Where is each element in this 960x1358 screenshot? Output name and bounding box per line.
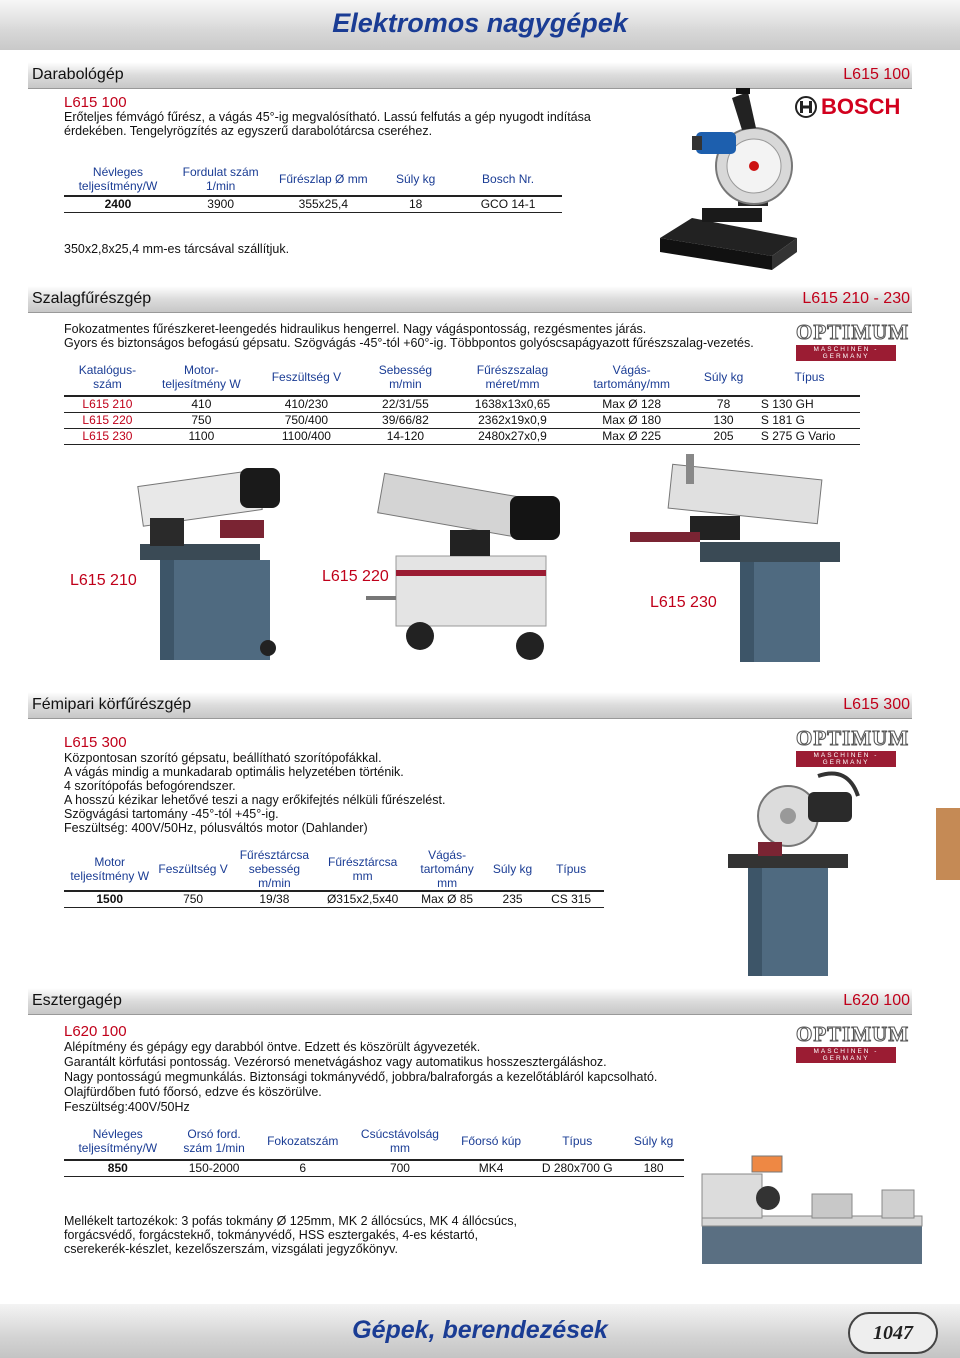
col-header: Súly kg	[487, 848, 538, 891]
cell: 205	[688, 429, 759, 445]
section-bar-szalag	[28, 286, 912, 313]
product-subtitle: L615 300	[64, 734, 127, 751]
spec-table-szalag	[64, 358, 860, 445]
photo-label: L615 210	[70, 572, 137, 589]
optimum-wordmark: OPTIMUM	[796, 1022, 910, 1046]
description-line: Feszültség: 400V/50Hz, pólusváltós motor (Dahlander)	[64, 821, 368, 835]
cell: 1100/400	[252, 429, 361, 445]
section-code: L615 210 - 230	[802, 290, 910, 307]
spec-table-korfuresz	[64, 848, 604, 908]
cell: CS 315	[538, 891, 604, 908]
cell: 750	[155, 891, 230, 908]
description-line: Feszültség:400V/50Hz	[64, 1100, 190, 1114]
cell: 3900	[172, 196, 270, 213]
cell: D 280x700 G	[531, 1160, 623, 1177]
description-line: Szögvágási tartomány -45°-tól +45°-ig.	[64, 807, 279, 821]
cell: 1638x13x0,65	[450, 396, 575, 413]
cell: Ø315x2,5x40	[318, 891, 407, 908]
cell: GCO 14-1	[454, 196, 562, 213]
table-row	[64, 413, 860, 429]
cell: 39/66/82	[361, 413, 450, 429]
table-row	[64, 429, 860, 445]
col-header: Típus	[759, 358, 860, 396]
cell: L615 210	[64, 396, 151, 413]
cell: 150-2000	[172, 1160, 257, 1177]
product-subtitle: L620 100	[64, 1023, 127, 1040]
cell: S 181 G	[759, 413, 860, 429]
col-header: Fokozatszám	[257, 1122, 349, 1160]
optimum-tagline: MASCHINEN - GERMANY	[796, 345, 896, 361]
cell: S 275 G Vario	[759, 429, 860, 445]
description-line: Gyors és biztonságos befogású gépsatu. Szögvágás -45°-tól +60°-ig. Többpontos golyóscsapágyazott fűrészszalag-vezetés.	[64, 336, 754, 350]
cell: Max Ø 85	[407, 891, 487, 908]
table-row	[64, 196, 562, 213]
cell: 130	[688, 413, 759, 429]
description-line: Fokozatmentes fűrészkeret-leengedés hidraulikus hengerrel. Nagy vágáspontosság, rezgésmentes járás.	[64, 322, 647, 336]
col-header: Névleges teljesítmény/W	[64, 1122, 172, 1160]
lathe-image	[692, 1154, 932, 1274]
photo-label: L615 220	[322, 568, 389, 585]
cell: L615 230	[64, 429, 151, 445]
cell: S 130 GH	[759, 396, 860, 413]
section-code: L615 100	[843, 66, 910, 83]
col-header: Súly kg	[688, 358, 759, 396]
col-header: Fűrészszalag méret/mm	[450, 358, 575, 396]
col-header: Orsó ford. szám 1/min	[172, 1122, 257, 1160]
description-line: Olajfürdőben futó főorsó, edzve és köszörülve.	[64, 1085, 322, 1099]
accessories-line: cserekerék-készlet, kezelőszerszám, vizsgálati jegyzőkönyv.	[64, 1242, 398, 1256]
col-header: Fűrésztárcsa mm	[318, 848, 407, 891]
bosch-wordmark: BOSCH	[821, 94, 901, 119]
circular-saw-image	[718, 756, 868, 986]
col-header: Súly kg	[377, 162, 454, 196]
description-line: Központosan szorító gépsatu, beállítható szorítópofákkal.	[64, 751, 382, 765]
cell: 1100	[151, 429, 252, 445]
cell: Max Ø 128	[575, 396, 688, 413]
section-bar-darabolo	[28, 62, 912, 89]
cell: L615 220	[64, 413, 151, 429]
cell: Max Ø 225	[575, 429, 688, 445]
cell: 6	[257, 1160, 349, 1177]
optimum-logo	[796, 1022, 910, 1063]
section-title: Darabológép	[32, 66, 124, 83]
cell: 18	[377, 196, 454, 213]
page-title: Elektromos nagygépek	[332, 8, 628, 38]
col-header: Főorsó kúp	[451, 1122, 531, 1160]
col-header: Súly kg	[623, 1122, 684, 1160]
col-header: Csúcstávolság mm	[349, 1122, 451, 1160]
spec-table-darabolo	[64, 162, 562, 213]
footer-title: Gépek, berendezések	[352, 1316, 608, 1344]
col-header: Motor teljesítmény W	[64, 848, 155, 891]
optimum-wordmark: OPTIMUM	[796, 320, 910, 344]
cell: 750	[151, 413, 252, 429]
section-code: L615 300	[843, 696, 910, 713]
description-line: Alépítmény és gépágy egy darabból öntve. Edzett és köszörült ágyvezeték.	[64, 1040, 481, 1054]
cell: 2400	[64, 196, 172, 213]
chop-saw-image	[652, 88, 802, 288]
col-header: Feszültség V	[252, 358, 361, 396]
cell: MK4	[451, 1160, 531, 1177]
section-title: Szalagfűrészgép	[32, 290, 152, 307]
section-title: Fémipari körfűrészgép	[32, 696, 192, 713]
cell: 22/31/55	[361, 396, 450, 413]
description-line: 4 szorítópofás befogórendszer.	[64, 779, 236, 793]
col-header: Vágás-tartomány mm	[407, 848, 487, 891]
cell: 235	[487, 891, 538, 908]
cell: Max Ø 180	[575, 413, 688, 429]
section-bar-korfuresz	[28, 692, 912, 719]
cell: 180	[623, 1160, 684, 1177]
cell: 410	[151, 396, 252, 413]
cell: 355x25,4	[269, 196, 377, 213]
col-header: Sebesség m/min	[361, 358, 450, 396]
accessories-line: forgácsvédő, forgácstekнő, tokmányvédő, HSS esztergakés, 4-es késtartó,	[64, 1228, 479, 1242]
cell: 1500	[64, 891, 155, 908]
band-saw-l615-210-image	[120, 458, 320, 668]
band-saw-l615-230-image	[630, 446, 846, 670]
col-header: Motor-teljesítmény W	[151, 358, 252, 396]
section-code: L620 100	[843, 992, 910, 1009]
table-row	[64, 891, 604, 908]
description-line: A vágás mindig a munkadarab optimális helyzetében történik.	[64, 765, 404, 779]
bosch-logo	[794, 94, 900, 120]
col-header: Fűrészlap Ø mm	[269, 162, 377, 196]
col-header: Névleges teljesítmény/W	[64, 162, 172, 196]
cell: 850	[64, 1160, 172, 1177]
optimum-logo	[796, 320, 910, 361]
cell: 14-120	[361, 429, 450, 445]
cell: 700	[349, 1160, 451, 1177]
col-header: Vágás-tartomány/mm	[575, 358, 688, 396]
cell: 2480x27x0,9	[450, 429, 575, 445]
col-header: Típus	[531, 1122, 623, 1160]
col-header: Bosch Nr.	[454, 162, 562, 196]
description-line: A hosszú kézikar lehetővé teszi a nagy erőkifejtés nélküli fűrészelést.	[64, 793, 446, 807]
cell: 2362x19x0,9	[450, 413, 575, 429]
cell: 410/230	[252, 396, 361, 413]
optimum-tagline: MASCHINEN - GERMANY	[796, 1047, 896, 1063]
col-header: Fordulat szám 1/min	[172, 162, 270, 196]
description-line: Erőteljes fémvágó fűrész, a vágás 45°-ig megvalósítható. Lassú felfutás a gép nyugodt indítása	[64, 110, 591, 124]
section-title: Esztergagép	[32, 992, 122, 1009]
product-subtitle: L615 100	[64, 94, 127, 111]
band-saw-l615-220-image	[360, 446, 590, 670]
accessories-line: Mellékelt tartozékok: 3 pofás tokmány Ø 125mm, MK 2 állócsúcs, MK 4 állócsúcs,	[64, 1214, 517, 1228]
description-line: érdekében. Tengelyrögzítés az egyszerű darabolótárcsa cseréhez.	[64, 124, 433, 138]
cell: 19/38	[231, 891, 318, 908]
table-row	[64, 1160, 684, 1177]
cell: 78	[688, 396, 759, 413]
description-line: Nagy pontosságú megmunkálás. Biztonsági tokmányvédő, jobbra/balraforgás a kezelőtábláról kapcsolható.	[64, 1070, 658, 1084]
page-number: 1047	[848, 1312, 938, 1354]
optimum-wordmark: OPTIMUM	[796, 726, 910, 750]
table-row	[64, 396, 860, 413]
cell: 750/400	[252, 413, 361, 429]
spec-table-eszterga	[64, 1122, 684, 1177]
col-header: Katalógus-szám	[64, 358, 151, 396]
note: 350x2,8x25,4 mm-es tárcsával szállítjuk.	[64, 242, 290, 256]
optimum-tagline: MASCHINEN - GERMANY	[796, 751, 896, 767]
photo-label: L615 230	[650, 594, 717, 611]
description-line: Garantált körfutási pontosság. Vezérorsó menetvágáshoz vagy automatikus hosszesztergáláshoz.	[64, 1055, 607, 1069]
col-header: Típus	[538, 848, 604, 891]
side-tab-marker	[936, 808, 960, 880]
col-header: Feszültség V	[155, 848, 230, 891]
section-bar-eszterga	[28, 988, 912, 1015]
col-header: Fűrésztárcsa sebesség m/min	[231, 848, 318, 891]
